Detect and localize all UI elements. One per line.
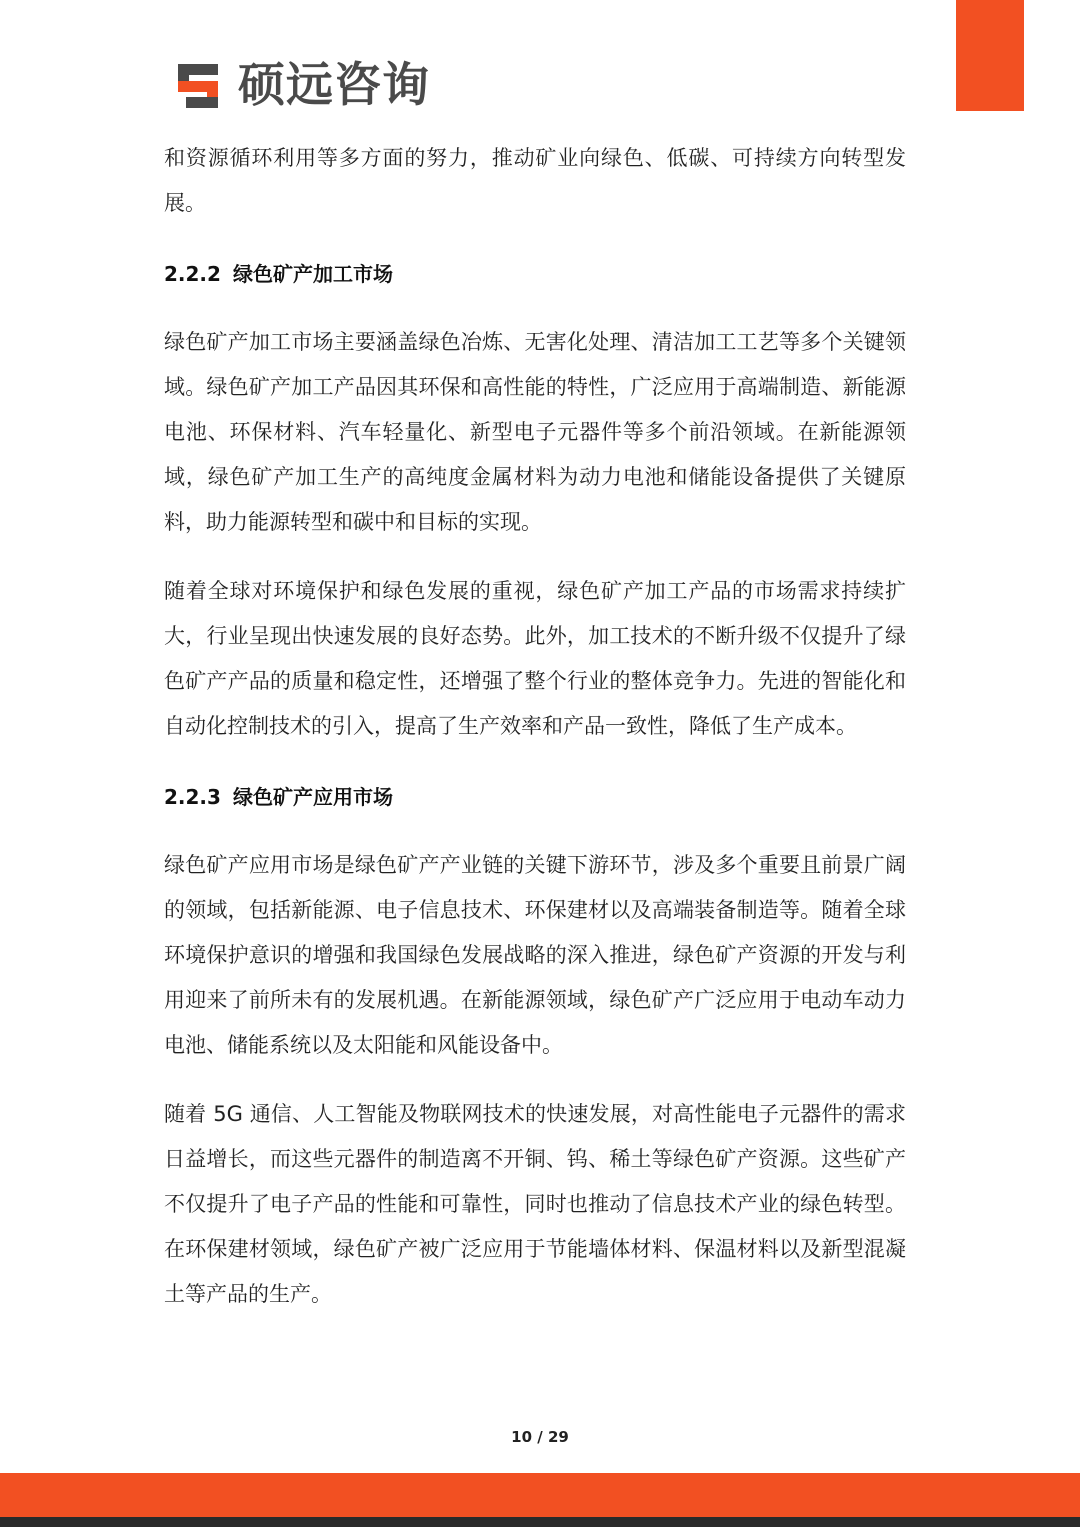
section-heading-2-2-3	[164, 773, 906, 817]
section-heading-2-2-2	[164, 250, 906, 294]
paragraph: 绿色矿产加工市场主要涵盖绿色冶炼、无害化处理、清洁加工工艺等多个关键领域。绿色矿产加工产品因其环保和高性能的特性，广泛应用于高端制造、新能源电池、环保材料、汽车轻量化、新型电子元器件等多个前沿领域。在新能源领域，绿色矿产加工生产的高纯度金属材料为动力电池和储能设备提供了关键原料，助力能源转型和碳中和目标的实现。	[164, 330, 906, 534]
section-number: 2.2.2	[164, 262, 221, 286]
paragraph: 随着 5G 通信、人工智能及物联网技术的快速发展，对高性能电子元器件的需求日益增长，而这些元器件的制造离不开铜、钨、稀土等绿色矿产资源。这些矿产不仅提升了电子产品的性能和可靠性，同时也推动了信息技术产业的绿色转型。在环保建材领域，绿色矿产被广泛应用于节能墙体材料、保温材料以及新型混凝土等产品的生产。	[164, 1102, 906, 1306]
section-title: 绿色矿产加工市场	[232, 262, 393, 286]
brand-name: 硕远咨询	[238, 58, 430, 113]
page-number: 10 / 29	[511, 1428, 569, 1446]
section-title: 绿色矿产应用市场	[232, 785, 393, 809]
intro-paragraph-tail: 和资源循环利用等多方面的努力，推动矿业向绿色、低碳、可持续方向转型发展。	[164, 146, 906, 215]
footer-accent-bar	[0, 1473, 1080, 1517]
header-accent-block	[956, 0, 1024, 111]
footer-dark-strip	[0, 1517, 1080, 1527]
paragraph: 绿色矿产应用市场是绿色矿产产业链的关键下游环节，涉及多个重要且前景广阔的领域，包括新能源、电子信息技术、环保建材以及高端装备制造等。随着全球环境保护意识的增强和我国绿色发展战略的深入推进，绿色矿产资源的开发与利用迎来了前所未有的发展机遇。在新能源领域，绿色矿产广泛应用于电动车动力电池、储能系统以及太阳能和风能设备中。	[164, 853, 906, 1057]
section-number: 2.2.3	[164, 785, 221, 809]
paragraph: 随着全球对环境保护和绿色发展的重视，绿色矿产加工产品的市场需求持续扩大，行业呈现出快速发展的良好态势。此外，加工技术的不断升级不仅提升了绿色矿产产品的质量和稳定性，还增强了整个行业的整体竞争力。先进的智能化和自动化控制技术的引入，提高了生产效率和产品一致性，降低了生产成本。	[164, 579, 906, 738]
document-body	[164, 136, 906, 1341]
brand-logo	[176, 58, 430, 114]
logo-mark-icon	[176, 60, 228, 112]
